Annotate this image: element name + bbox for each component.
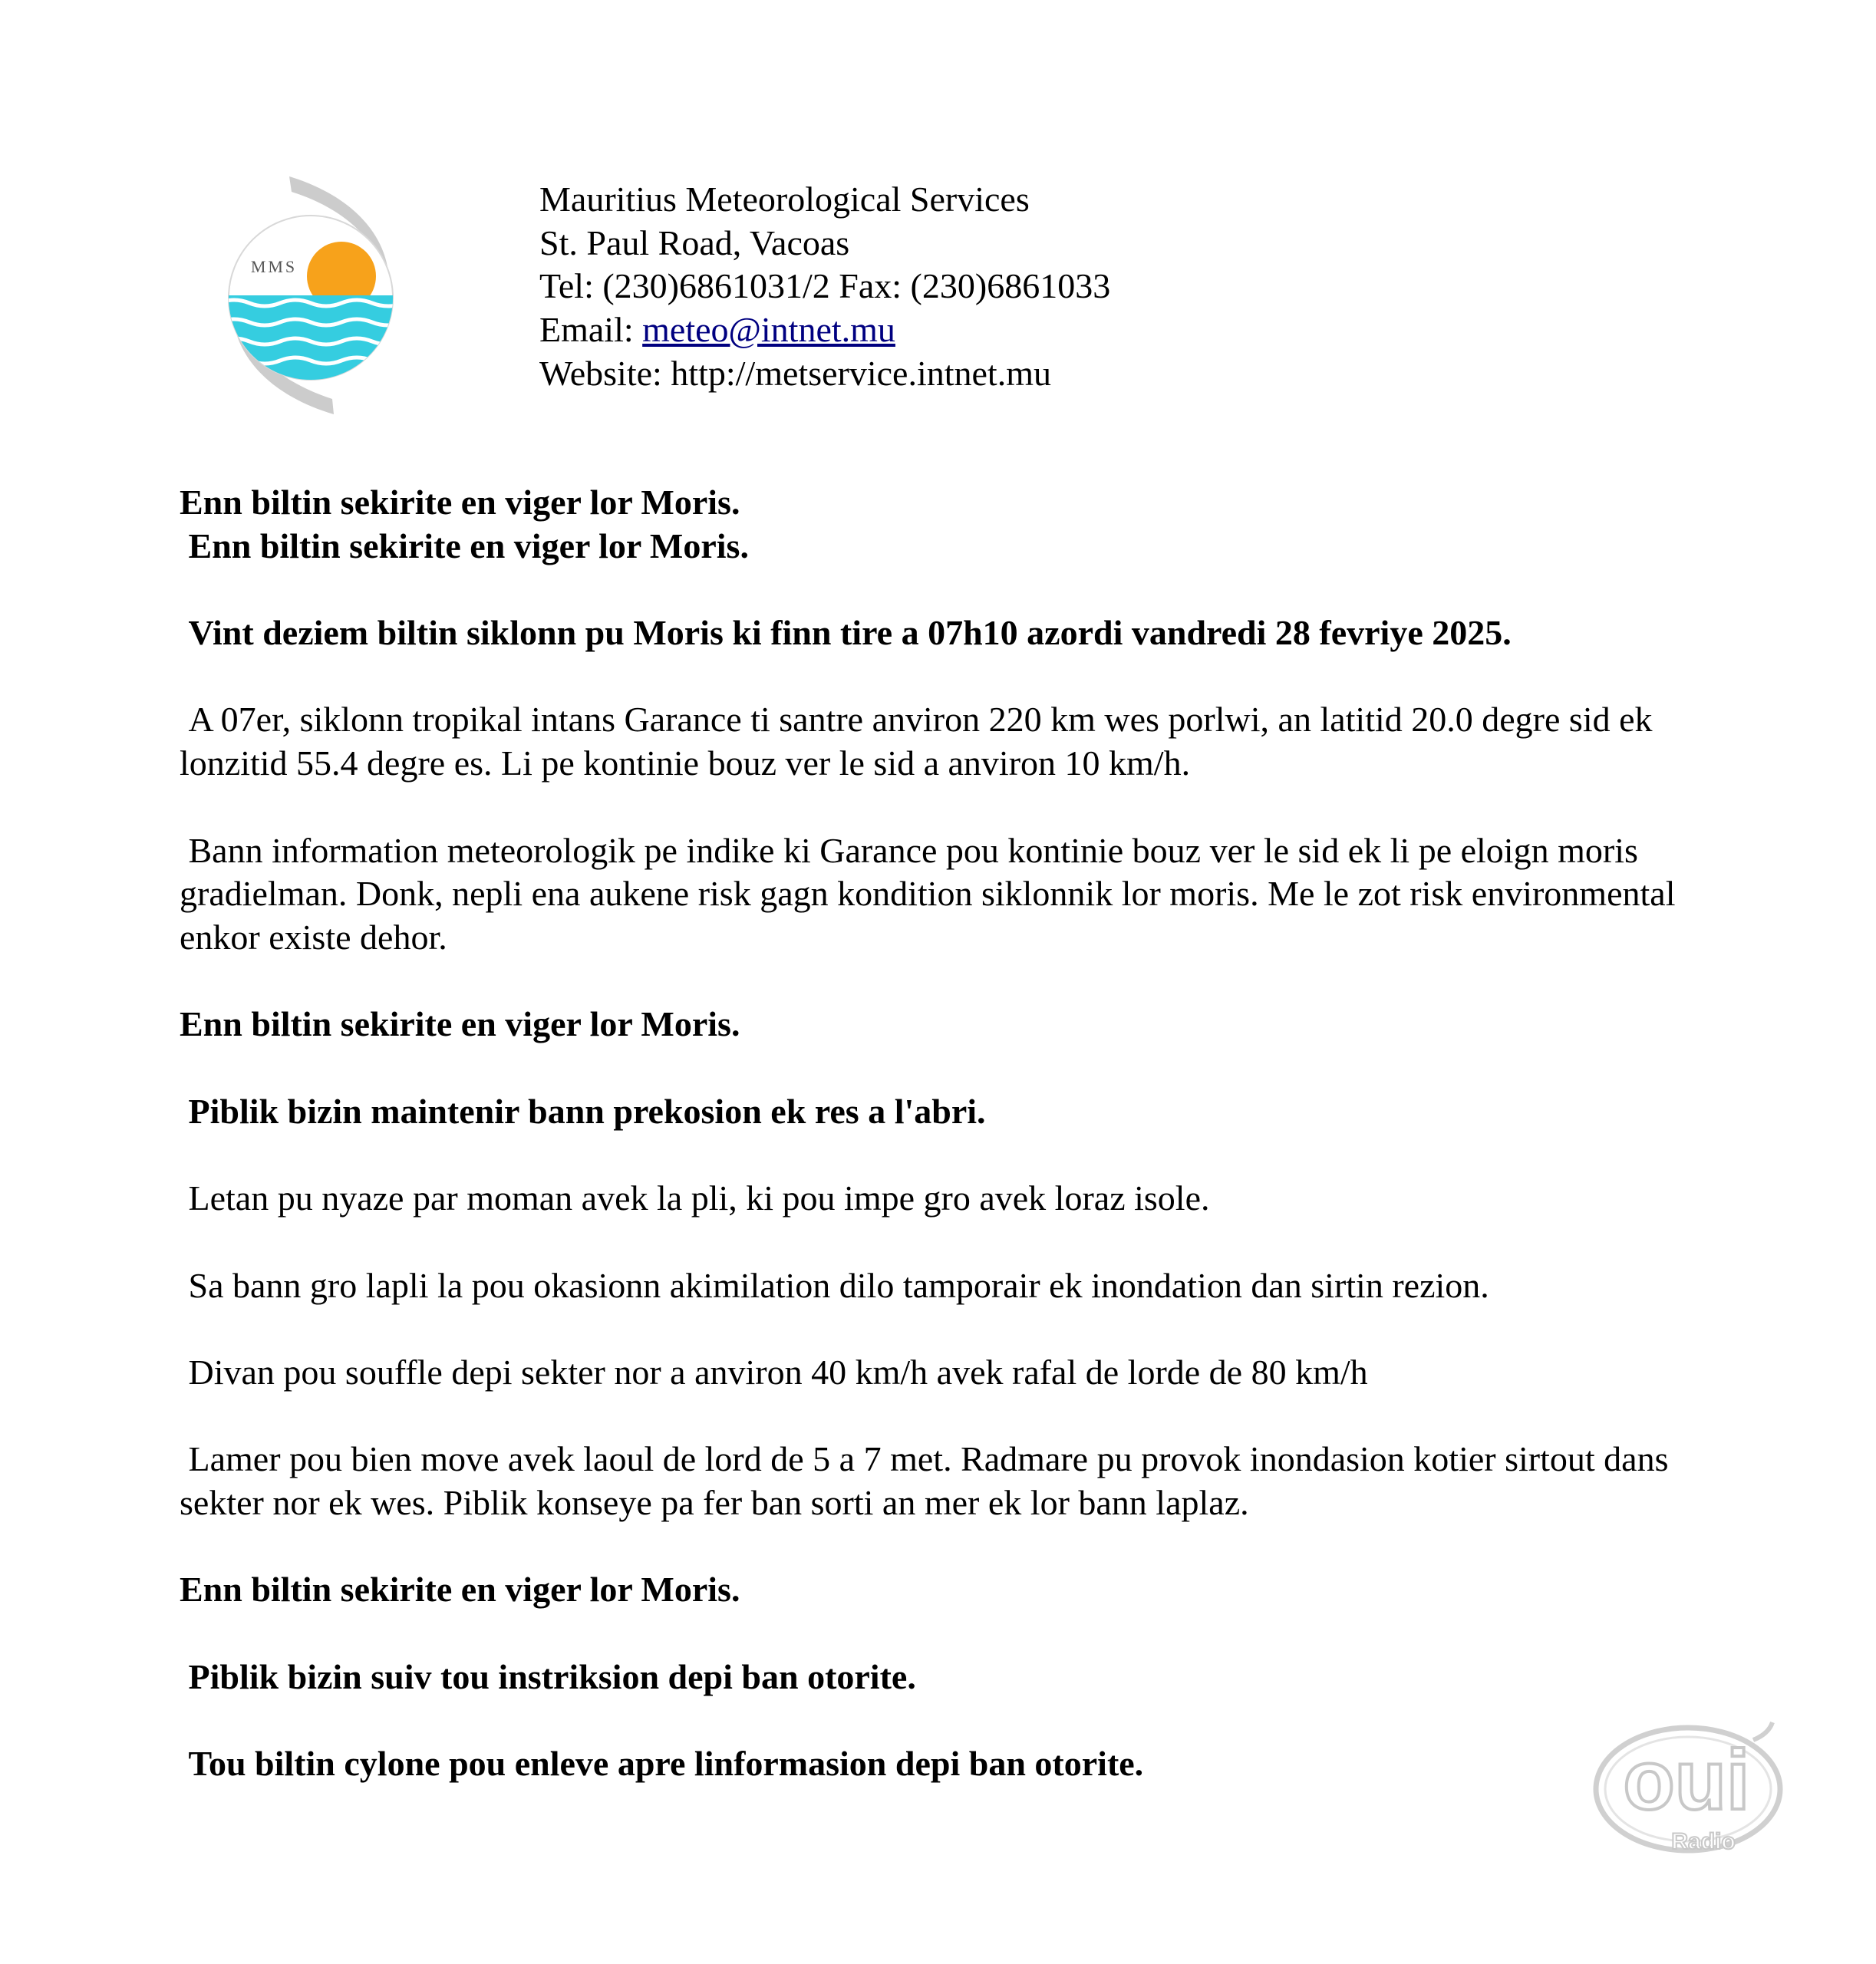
letterhead bbox=[539, 178, 1110, 396]
bulletin-body bbox=[180, 481, 1722, 1786]
bulletin-paragraph: Bann information meteorologik pe indike ki Garance pou kontinie bouz ver le sid ek li pe eloign moris gradielman. Donk, nepli ena aukene risk gagn kondition siklonnik lor moris. Me le zot risk environmental enkor existe dehor. bbox=[180, 830, 1684, 957]
watermark-main-text: oui bbox=[1623, 1733, 1750, 1827]
bulletin-paragraph: Enn biltin sekirite en viger lor Moris. bbox=[180, 483, 740, 522]
bulletin-paragraph: Letan pu nyaze par moman avek la pli, ki pou impe gro avek loraz isole. bbox=[180, 1178, 1210, 1218]
org-name: Mauritius Meteorological Services bbox=[539, 180, 1030, 219]
bulletin-paragraph: Divan pou souffle depi sekter nor a anviron 40 km/h avek rafal de lorde de 80 km/h bbox=[180, 1352, 1368, 1392]
bulletin-paragraph: Lamer pou bien move avek laoul de lord de 5 a 7 met. Radmare pu provok inondasion kotier sirtout dans sekter nor ek wes. Piblik konseye pa fer ban sorti an mer ek lor bann laplaz. bbox=[180, 1439, 1677, 1523]
bulletin-paragraph: Enn biltin sekirite en viger lor Moris. bbox=[180, 1004, 740, 1044]
org-address: St. Paul Road, Vacoas bbox=[539, 222, 850, 262]
logo-text: MMS bbox=[250, 257, 298, 276]
bulletin-paragraph: Enn biltin sekirite en viger lor Moris. bbox=[180, 1570, 740, 1610]
email-link[interactable]: meteo@intnet.mu bbox=[642, 310, 895, 350]
email-label: Email: bbox=[539, 310, 643, 350]
org-phone-fax: Tel: (230)6861031/2 Fax: (230)6861033 bbox=[539, 266, 1111, 306]
bulletin-paragraph: A 07er, siklonn tropikal intans Garance ti santre anviron 220 km wes porlwi, an latitid 20.0 degre sid ek lonzitid 55.4 degre es. Li pe kontinie bouz ver le sid a anviron 10 km/h. bbox=[180, 700, 1662, 783]
org-website: Website: http://metservice.intnet.mu bbox=[539, 353, 1051, 393]
watermark-sub-text: Radio bbox=[1671, 1829, 1736, 1854]
bulletin-paragraph: Enn biltin sekirite en viger lor Moris. bbox=[180, 526, 749, 565]
org-email-line bbox=[539, 308, 1110, 352]
bulletin-paragraph: Sa bann gro lapli la pou okasionn akimilation dilo tamporair ek inondation dan sirtin rezion. bbox=[180, 1265, 1489, 1305]
bulletin-heading: Vint deziem biltin siklonn pu Moris ki finn tire a 07h10 azordi vandredi 28 fevriye 2025. bbox=[180, 613, 1512, 653]
mms-logo bbox=[219, 173, 407, 418]
radio-watermark-logo bbox=[1588, 1718, 1788, 1860]
bulletin-paragraph: Tou biltin cylone pou enleve apre linformasion depi ban otorite. bbox=[180, 1744, 1144, 1784]
bulletin-paragraph: Piblik bizin suiv tou instriksion depi ban otorite. bbox=[180, 1656, 916, 1696]
bulletin-paragraph: Piblik bizin maintenir bann prekosion ek res a l'abri. bbox=[180, 1091, 986, 1131]
